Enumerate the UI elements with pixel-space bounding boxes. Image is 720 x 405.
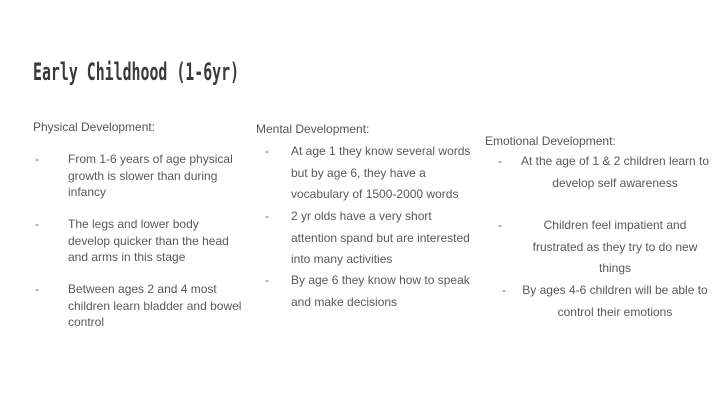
bullet-dash: - [265,209,269,223]
bullet-dash: - [502,283,506,297]
list-item-text: From 1-6 years of age physical growth is slower than during infancy [68,152,233,199]
column-heading: Emotional Development: [485,134,616,148]
list-item-text: At the age of 1 & 2 children learn to develop self awareness [520,154,710,190]
bullet-dash: - [498,218,502,232]
list-item-text: By ages 4-6 children will be able to control their emotions [522,283,708,319]
bullet-dash: - [265,144,269,158]
list-item-text: Children feel impatient and frustrated as they try to do new things [532,218,698,275]
list-item-text: 2 yr olds have a very short attention spand but are interested into many activities [291,209,470,266]
list-item-text: The legs and lower body develop quicker than the head and arms in this stage [68,217,229,264]
column-heading: Physical Development: [33,120,156,134]
slide-title: Early Childhood (1-6yr) [33,58,240,86]
column-heading: Mental Development: [256,122,370,136]
list-item-text: At age 1 they know several words but by age 6, they have a vocabulary of 1500-2000 words [291,144,471,201]
bullet-dash: - [35,217,39,231]
bullet-dash: - [35,152,39,166]
bullet-dash: - [265,273,269,287]
bullet-dash: - [498,154,502,168]
list-item-text: Between ages 2 and 4 most children learn bladder and bowel control [68,282,242,329]
list-item-text: By age 6 they know how to speak and make decisions [291,273,470,309]
bullet-dash: - [35,282,39,296]
